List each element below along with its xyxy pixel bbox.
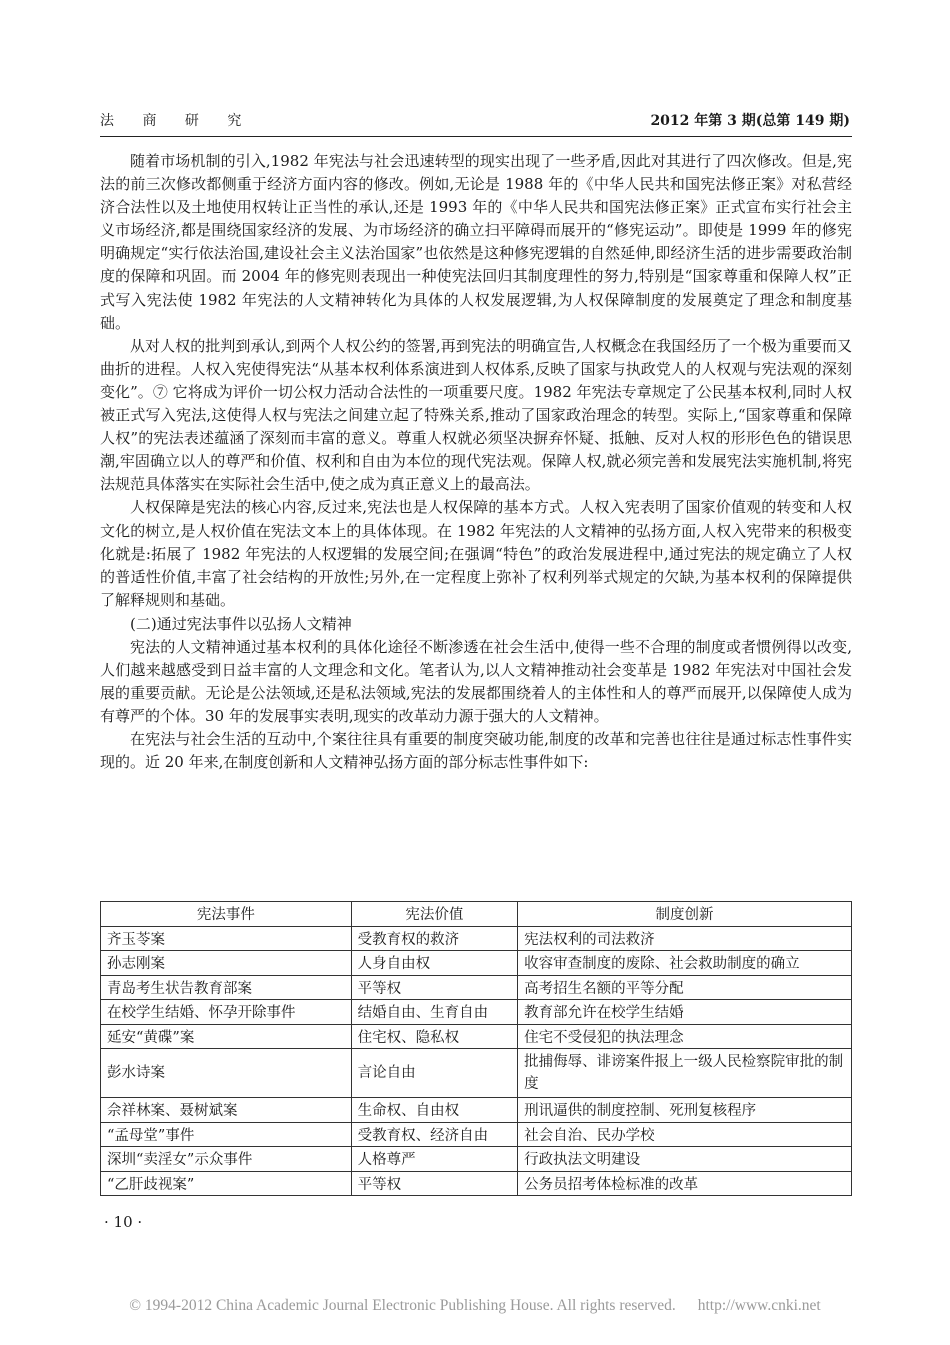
table-cell: 社会自治、民办学校 xyxy=(518,1122,852,1147)
table-row xyxy=(101,1049,852,1098)
paragraph-3: 人权保障是宪法的核心内容,反过来,宪法也是人权保障的基本方式。人权入宪表明了国家价值观的转变和人权文化的树立,是人权价值在宪法文本上的具体体现。在 1982 年宪法的人文精神的弘扬方面,人权入宪带来的积极变化就是:拓展了 1982 年宪法的人权逻辑的发展空间;在强调“特色”的政治发展进程中,通过宪法的规定确立了人权的普适性价值,丰富了社会结构的开放性;另外,在一定程度上弥补了权利列举式规定的欠缺,为基本权利的保障提供了解释规则和基础。 xyxy=(100,498,852,609)
column-header-event: 宪法事件 xyxy=(101,902,352,927)
table-cell: 彭水诗案 xyxy=(101,1049,352,1098)
table-cell: 生命权、自由权 xyxy=(351,1098,517,1123)
table-cell: 高考招生名额的平等分配 xyxy=(518,975,852,1000)
table-cell: 住宅不受侵犯的执法理念 xyxy=(518,1024,852,1049)
constitutional-events-table xyxy=(100,901,852,1196)
table-row xyxy=(101,926,852,951)
table-cell: 行政执法文明建设 xyxy=(518,1147,852,1172)
table-row xyxy=(101,1122,852,1147)
paragraph-2: 从对人权的批判到承认,到两个人权公约的签署,再到宪法的明确宣告,人权概念在我国经历了一个极为重要而又曲折的进程。人权入宪使得宪法“从基本权利体系演进到人权体系,反映了国家与执政党人的人权观与宪法观的深刻变化”。⑦ 它将成为评价一切公权力活动合法性的一项重要尺度。1982 年宪法专章规定了公民基本权利,同时人权被正式写入宪法,这使得人权与宪法之间建立起了特殊关系,推动了国家政治理念的转型。实际上,“国家尊重和保障人权”的宪法表述蕴涵了深刻而丰富的意义。尊重人权就必须坚决摒弃怀疑、抵触、反对人权的形形色色的错误思潮,牢固确立以人的尊严和价值、权利和自由为本位的现代宪法观。保障人权,就必须完善和发展宪法实施机制,将宪法规范具体落实在实际社会生活中,使之成为真正意义上的最高法。 xyxy=(100,336,852,494)
table-row xyxy=(101,1171,852,1196)
table-row xyxy=(101,951,852,976)
running-header xyxy=(100,110,850,136)
table-cell: 言论自由 xyxy=(351,1049,517,1098)
footer-url[interactable]: http://www.cnki.net xyxy=(697,1297,821,1314)
table-cell: 齐玉苓案 xyxy=(101,926,352,951)
table-cell: 宪法权利的司法救济 xyxy=(518,926,852,951)
table-cell: 受教育权的救济 xyxy=(351,926,517,951)
table-row xyxy=(101,1098,852,1123)
table-cell: 人格尊严 xyxy=(351,1147,517,1172)
table-cell: 青岛考生状告教育部案 xyxy=(101,975,352,1000)
table-cell: 在校学生结婚、怀孕开除事件 xyxy=(101,1000,352,1025)
table-cell: 平等权 xyxy=(351,1171,517,1196)
table-cell: 人身自由权 xyxy=(351,951,517,976)
article-body xyxy=(100,150,852,774)
issue-info: 2012 年第 3 期(总第 149 期) xyxy=(650,113,850,129)
table-cell: 住宅权、隐私权 xyxy=(351,1024,517,1049)
table-cell: “孟母堂”事件 xyxy=(101,1122,352,1147)
table-cell: 教育部允许在校学生结婚 xyxy=(518,1000,852,1025)
paragraph-1: 随着市场机制的引入,1982 年宪法与社会迅速转型的现实出现了一些矛盾,因此对其进行了四次修改。但是,宪法的前三次修改都侧重于经济方面内容的修改。例如,无论是 1988 年的《中华人民共和国宪法修正案》对私营经济合法性以及土地使用权转让正当性的承认,还是 1993 年的《中华人民共和国宪法修正案》正式宣布实行社会主义市场经济,都是围绕国家经济的发展、为市场经济的确立扫平障碍而展开的“修宪运动”。即使是 1999 年的修宪明确规定“实行依法治国,建设社会主义法治国家”也依然是这种修宪逻辑的自然延伸,即经济生活的进步需要政治制度的保障和巩固。而 2004 年的修宪则表现出一种使宪法回归其制度理性的努力,特别是“国家尊重和保障人权”正式写入宪法使 1982 年宪法的人文精神转化为具体的人权发展逻辑,为人权保障制度的发展奠定了理念和制度基础。 xyxy=(100,152,852,332)
column-header-innovation: 制度创新 xyxy=(518,902,852,927)
table-row xyxy=(101,1147,852,1172)
table-row xyxy=(101,975,852,1000)
page-number: · 10 · xyxy=(104,1213,143,1231)
paragraph-5: 在宪法与社会生活的互动中,个案往往具有重要的制度突破功能,制度的改革和完善也往往是通过标志性事件实现的。近 20 年来,在制度创新和人文精神弘扬方面的部分标志性事件如下: xyxy=(100,730,852,772)
copyright-text: © 1994-2012 China Academic Journal Electronic Publishing House. All rights reserved. xyxy=(129,1297,676,1314)
table-row xyxy=(101,1024,852,1049)
table-cell: 平等权 xyxy=(351,975,517,1000)
table-cell: 延安“黄碟”案 xyxy=(101,1024,352,1049)
journal-title: 法 商 研 究 xyxy=(100,113,254,129)
table-cell: 刑讯逼供的制度控制、死刑复核程序 xyxy=(518,1098,852,1123)
table-cell: 佘祥林案、聂树斌案 xyxy=(101,1098,352,1123)
table-cell: 批捕侮辱、诽谤案件报上一级人民检察院审批的制度 xyxy=(518,1049,852,1098)
paragraph-4: 宪法的人文精神通过基本权利的具体化途径不断渗透在社会生活中,使得一些不合理的制度或者惯例得以改变,人们越来越感受到日益丰富的人文理念和文化。笔者认为,以人文精神推动社会变革是 1982 年宪法对中国社会发展的重要贡献。无论是公法领域,还是私法领域,宪法的发展都围绕着人的主体性和人的尊严而展开,以保障使人成为有尊严的个体。30 年的发展事实表明,现实的改革动力源于强大的人文精神。 xyxy=(100,637,852,726)
table-cell: 深圳“卖淫女”示众事件 xyxy=(101,1147,352,1172)
table-header-row xyxy=(101,902,852,927)
table-cell: 收容审查制度的废除、社会救助制度的确立 xyxy=(518,951,852,976)
table-row xyxy=(101,1000,852,1025)
table-cell: 结婚自由、生育自由 xyxy=(351,1000,517,1025)
table-cell: 孙志刚案 xyxy=(101,951,352,976)
table-cell: “乙肝歧视案” xyxy=(101,1171,352,1196)
copyright-footer xyxy=(0,1297,950,1315)
column-header-value: 宪法价值 xyxy=(351,902,517,927)
header-divider xyxy=(100,136,852,137)
section-heading: (二)通过宪法事件以弘扬人文精神 xyxy=(130,614,352,633)
table-cell: 公务员招考体检标准的改革 xyxy=(518,1171,852,1196)
table-cell: 受教育权、经济自由 xyxy=(351,1122,517,1147)
